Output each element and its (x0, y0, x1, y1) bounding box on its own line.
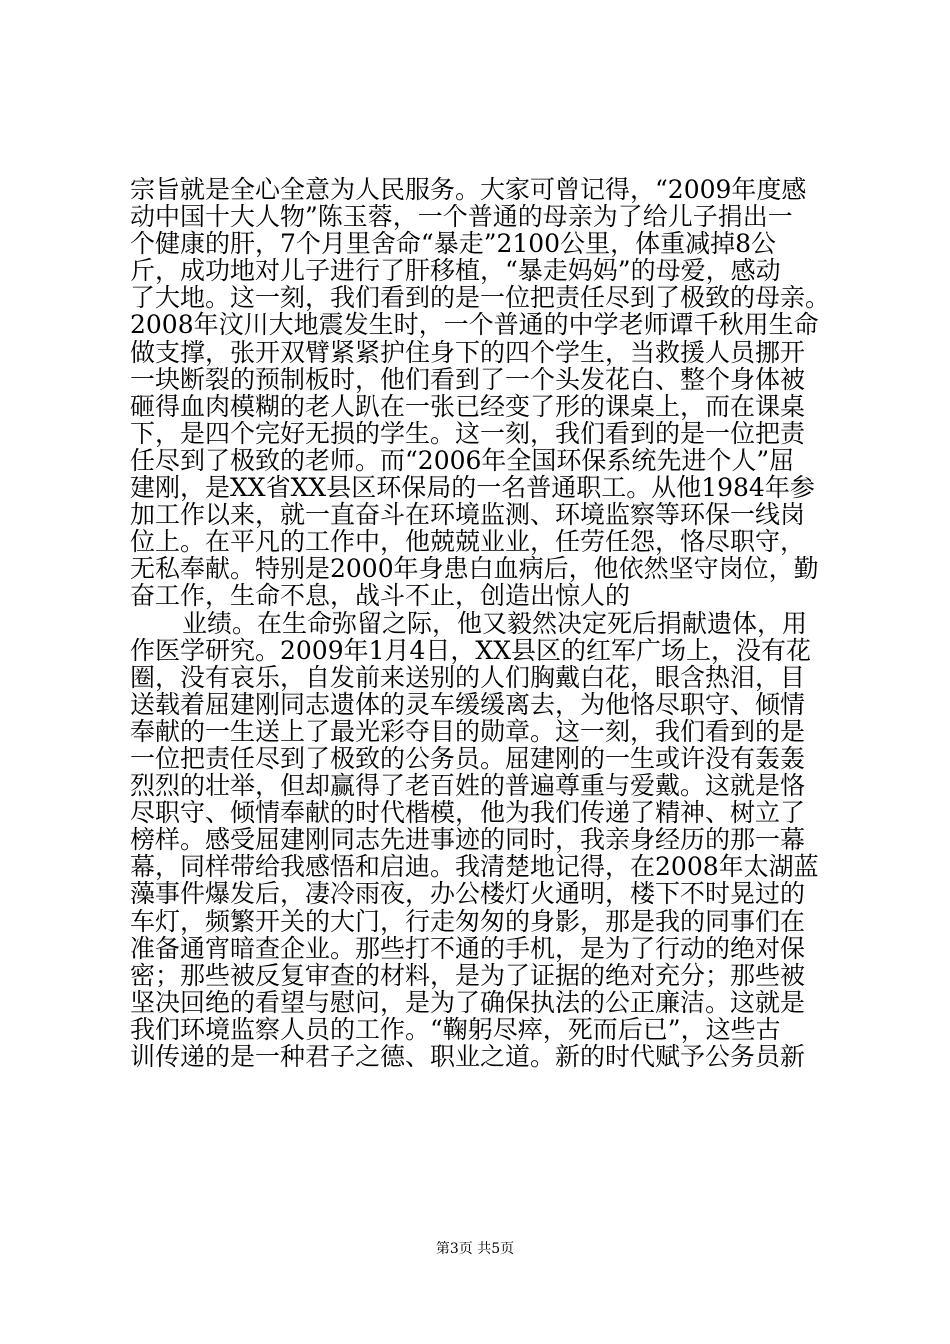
text-line: 建刚，是XX省XX县区环保局的一名普通职工。从他1984年参 (130, 473, 815, 503)
text-line: 一块断裂的预制板时，他们看到了一个头发花白、整个身体被 (130, 364, 806, 394)
text-line: 奉献的一生送上了最光彩夺目的勋章。这一刻，我们看到的是 (130, 716, 806, 746)
text-line: 奋工作，生命不息，战斗不止，创造出惊人的 (130, 581, 631, 611)
text-line: 榜样。感受屈建刚同志先进事迹的同时，我亲身经历的那一幕 (130, 825, 806, 855)
text-line: 下，是四个完好无损的学生。这一刻，我们看到的是一位把责 (130, 418, 806, 448)
text-line: 训传递的是一种君子之德、职业之道。新的时代赋予公务员新 (130, 1042, 806, 1071)
text-line: 砸得血肉模糊的老人趴在一张已经变了形的课桌上，而在课桌 (130, 391, 806, 421)
text-line: 送载着屈建刚同志遗体的灵车缓缓离去，为他恪尽职守、倾情 (130, 689, 806, 719)
text-line: 任尽到了极致的老师。而“2006年全国环保系统先进个人”屈 (130, 445, 795, 475)
text-line: 坚决回绝的看望与慰问，是为了确保执法的公正廉洁。这就是 (130, 987, 806, 1017)
text-line: 了大地。这一刻，我们看到的是一位把责任尽到了极致的母亲。 (130, 283, 831, 313)
text-line: 个健康的肝，7个月里舍命“暴走”2100公里，体重减掉8公 (130, 229, 776, 259)
text-line: 烈烈的壮举，但却赢得了老百姓的普遍尊重与爱戴。这就是恪 (130, 771, 806, 801)
text-line: 动中国十大人物”陈玉蓉，一个普通的母亲为了给儿子捐出一 (130, 202, 793, 232)
text-line: 圈，没有哀乐，自发前来送别的人们胸戴白花，眼含热泪，目 (130, 662, 806, 692)
text-line: 做支撑，张开双臂紧紧护住身下的四个学生，当救援人员挪开 (130, 337, 806, 367)
text-line: 位上。在平凡的工作中，他兢兢业业，任劳任怨，恪尽职守， (130, 527, 806, 557)
text-line: 2008年汶川大地震发生时，一个普通的中学老师谭千秋用生命 (130, 310, 819, 340)
text-line: 斤，成功地对儿子进行了肝移植，“暴走妈妈”的母爱，感动 (130, 256, 781, 286)
text-line: 准备通宵暗查企业。那些打不通的手机，是为了行动的绝对保 (130, 933, 806, 963)
text-line: 加工作以来，就一直奋斗在环境监测、环境监察等环保一线岗 (130, 500, 806, 530)
text-line: 幕，同样带给我感悟和启迪。我清楚地记得，在2008年太湖蓝 (130, 852, 819, 882)
text-line: 藻事件爆发后，凄冷雨夜，办公楼灯火通明，楼下不时晃过的 (130, 879, 806, 909)
page-footer: 第3页 共5页 (435, 1241, 515, 1257)
text-line: 作医学研究。2009年1月4日，XX县区的红军广场上，没有花 (130, 635, 812, 665)
text-line: 一位把责任尽到了极致的公务员。屈建刚的一生或许没有轰轰 (130, 743, 806, 773)
text-line: 无私奉献。特别是2000年身患白血病后，他依然坚守岗位，勤 (130, 554, 819, 584)
text-line: 尽职守、倾情奉献的时代楷模，他为我们传递了精神、树立了 (130, 798, 806, 828)
body-text (130, 176, 850, 1070)
text-line: 我们环境监察人员的工作。“鞠躬尽瘁，死而后已”，这些古 (130, 1014, 781, 1044)
text-line: 密；那些被反复审查的材料，是为了证据的绝对充分；那些被 (130, 960, 806, 990)
text-line: 业绩。在生命弥留之际，他又毅然决定死后捐献遗体，用 (182, 608, 808, 638)
text-line: 宗旨就是全心全意为人民服务。大家可曾记得，“2009年度感 (130, 175, 807, 204)
text-line: 车灯，频繁开关的大门，行走匆匆的身影，那是我的同事们在 (130, 906, 806, 936)
